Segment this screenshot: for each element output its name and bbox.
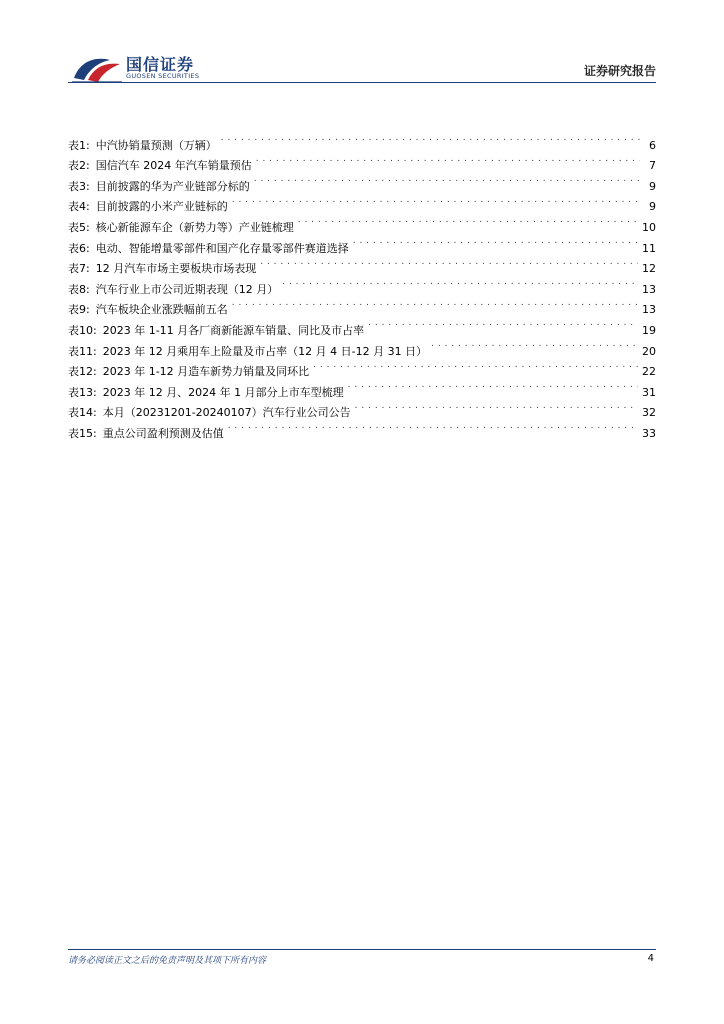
- toc-entry-label: 表8:: [68, 282, 90, 296]
- guosen-logo-icon: [70, 50, 124, 84]
- toc-entry-title: 2023 年 12 月乘用车上险量及市占率（12 月 4 日-12 月 31 日）: [102, 344, 428, 358]
- toc-entry-title: 国信汽车 2024 年汽车销量预估: [95, 159, 252, 173]
- toc-entry-label: 表7:: [68, 262, 90, 276]
- page-header: [0, 0, 724, 90]
- toc-entry-title: 目前披露的小米产业链标的: [95, 200, 228, 214]
- logo-text-cn: 国信证券: [126, 55, 195, 74]
- toc-entry-label: 表15:: [68, 426, 97, 440]
- toc-entry-page: 12: [642, 262, 656, 276]
- toc-entry-page: 9: [649, 179, 656, 193]
- toc-entry-page: 20: [642, 344, 656, 358]
- report-type: 证券研究报告: [583, 64, 656, 78]
- toc-dot-leader: [368, 313, 638, 334]
- toc-entry-title: 核心新能源车企（新势力等）产业链梳理: [95, 220, 294, 234]
- toc-entry-label: 表4:: [68, 200, 90, 214]
- toc-entry-label: 表3:: [68, 179, 90, 193]
- guosen-logo: [70, 50, 210, 90]
- toc-entry-page: 6: [649, 138, 656, 152]
- toc-entry-page: 19: [642, 323, 656, 337]
- toc-entry-page: 7: [649, 159, 656, 173]
- toc-dot-leader: [221, 128, 640, 149]
- toc-entry-title: 电动、智能增量零部件和国产化存量零部件赛道选择: [95, 241, 349, 255]
- toc-entry-title: 重点公司盈利预测及估值: [102, 426, 224, 440]
- toc-dot-leader: [232, 190, 640, 211]
- footer-disclaimer: 请务必阅读正文之后的免责声明及其项下所有内容: [68, 956, 267, 966]
- toc-entry-title: 2023 年 1-11 月各厂商新能源车销量、同比及市占率: [102, 323, 365, 337]
- toc-entry-title: 汽车行业上市公司近期表现（12 月）: [95, 282, 279, 296]
- toc-entry-page: 11: [642, 241, 656, 255]
- toc-dot-leader: [313, 355, 638, 376]
- toc-entry-label: 表5:: [68, 220, 90, 234]
- table-of-tables: [68, 128, 656, 440]
- toc-dot-leader: [228, 416, 638, 437]
- toc-entry-label: 表11:: [68, 344, 97, 358]
- toc-entry-page: 13: [642, 282, 656, 296]
- toc-entry-title: 本月（20231201-20240107）汽车行业公司公告: [102, 406, 351, 420]
- toc-entry-label: 表9:: [68, 303, 90, 317]
- toc-entry-title: 中汽协销量预测（万辆）: [95, 138, 217, 152]
- toc-entry-page: 22: [642, 365, 656, 379]
- toc-entry-label: 表14:: [68, 406, 97, 420]
- toc-dot-leader: [348, 375, 638, 396]
- toc-entry-title: 12 月汽车市场主要板块市场表现: [95, 262, 257, 276]
- toc-dot-leader: [431, 334, 638, 355]
- toc-entry-page: 13: [642, 303, 656, 317]
- toc-entry-page: 32: [642, 406, 656, 420]
- toc-entry-page: 31: [642, 385, 656, 399]
- toc-entry-page: 10: [642, 220, 656, 234]
- toc-entry-title: 2023 年 12 月、2024 年 1 月部分上市车型梳理: [102, 385, 344, 399]
- logo-text-en: GUOSEN SECURITIES: [126, 72, 200, 80]
- toc-dot-leader: [282, 272, 638, 293]
- toc-dot-leader: [355, 396, 638, 417]
- toc-dot-leader: [232, 293, 638, 314]
- toc-entry-label: 表1:: [68, 138, 90, 152]
- toc-entry-label: 表10:: [68, 323, 97, 337]
- toc-dot-leader: [298, 210, 638, 231]
- toc-entry-label: 表13:: [68, 385, 97, 399]
- toc-entry-page: 33: [642, 426, 656, 440]
- header-divider: [68, 82, 656, 83]
- toc-dot-leader: [353, 231, 638, 252]
- page-number: 4: [647, 953, 654, 964]
- toc-entry-label: 表12:: [68, 365, 97, 379]
- toc-entry-title: 目前披露的华为产业链部分标的: [95, 179, 250, 193]
- toc-entry-label: 表2:: [68, 159, 90, 173]
- footer-divider: [68, 949, 656, 950]
- toc-dot-leader: [254, 169, 640, 190]
- toc-dot-leader: [260, 252, 638, 273]
- toc-entry-page: 9: [649, 200, 656, 214]
- toc-entry-title: 汽车板块企业涨跌幅前五名: [95, 303, 228, 317]
- toc-entry-title: 2023 年 1-12 月造车新势力销量及同环比: [102, 365, 310, 379]
- toc-entry-label: 表6:: [68, 241, 90, 255]
- toc-entry[interactable]: [68, 128, 656, 152]
- toc-dot-leader: [256, 149, 640, 170]
